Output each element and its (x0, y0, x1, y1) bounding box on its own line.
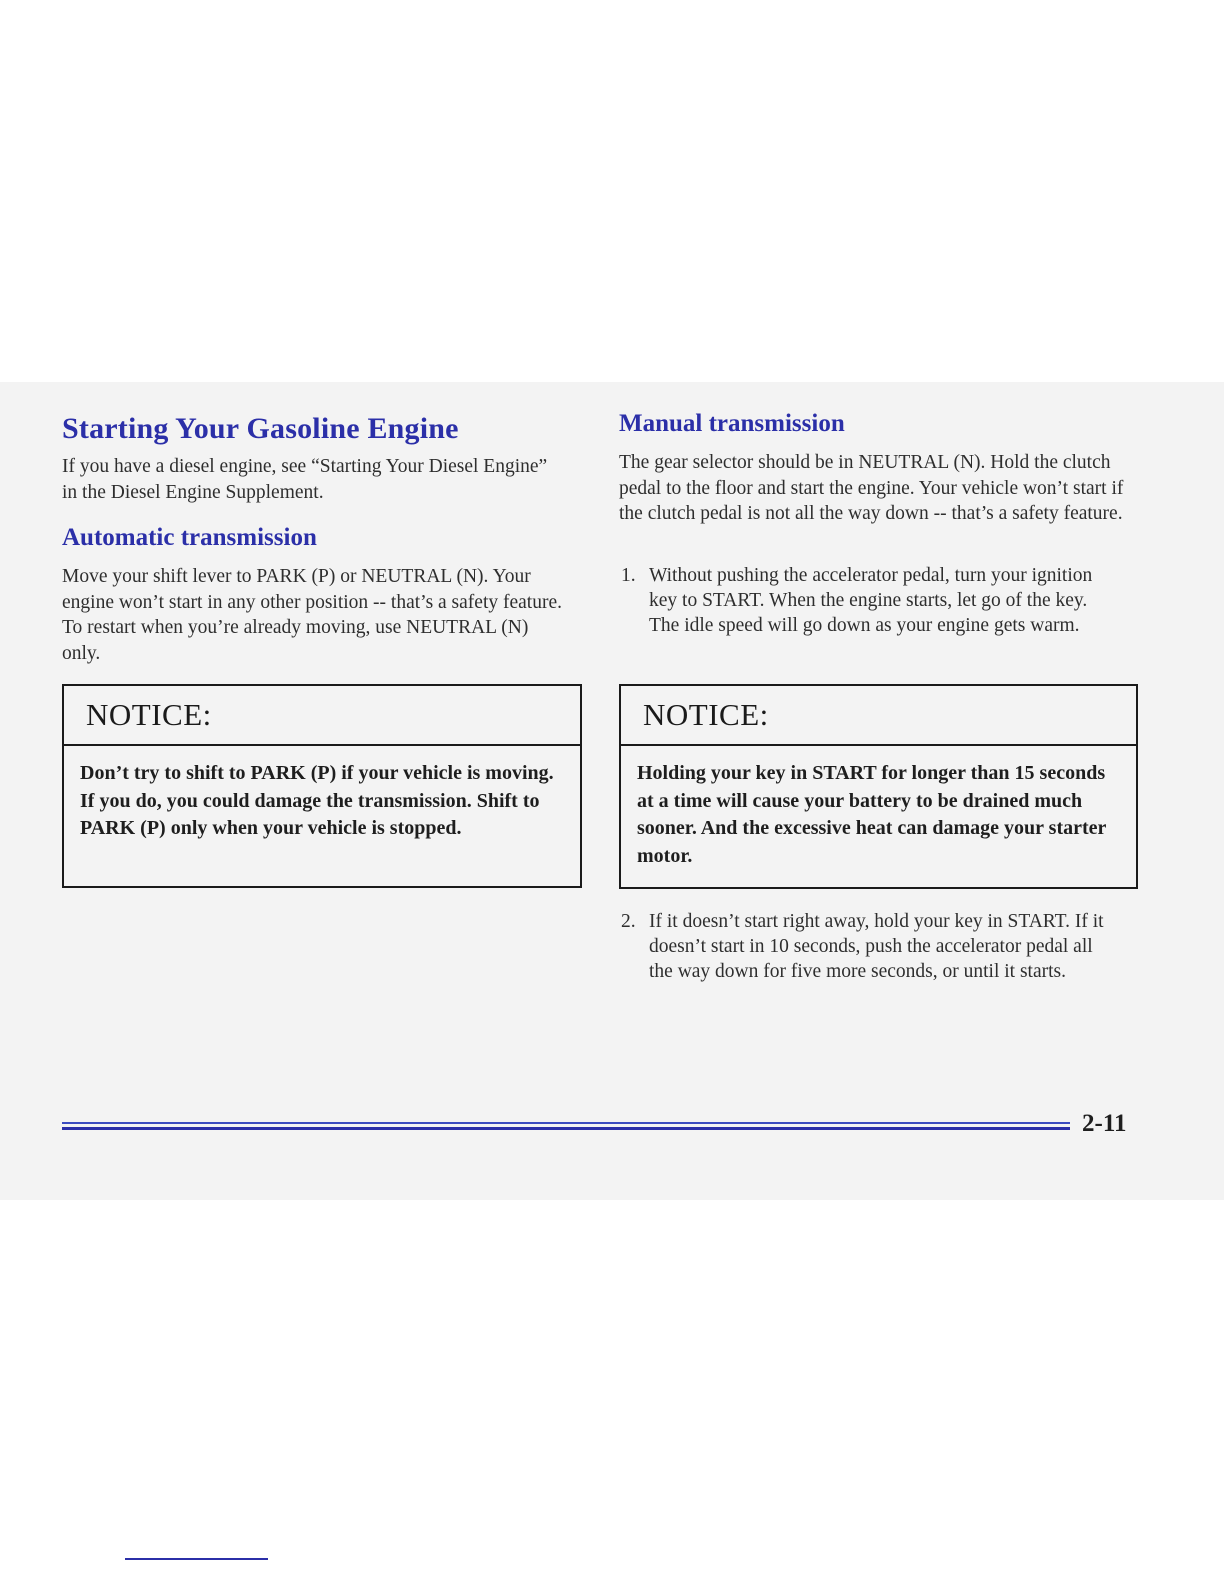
notice-box-battery (619, 684, 1138, 889)
step-number: 2. (621, 911, 636, 932)
steps-list-second (621, 909, 1111, 984)
steps-list-first (621, 563, 1111, 638)
notice-body: Holding your key in START for longer than 15 seconds at a time will cause your battery to be drained much sooner. And the excessive heat can damage your starter motor. (637, 762, 1107, 867)
automatic-transmission-text: Move your shift lever to PARK (P) or NEUTRAL (N). Your engine won’t start in any other position -- that’s a safety feature. To restart when you’re already moving, use NEUTRAL (N) only. (62, 566, 562, 664)
notice-header (621, 686, 1136, 746)
manual-transmission-heading: Manual transmission (619, 410, 845, 437)
page-title: Starting Your Gasoline Engine (62, 412, 459, 445)
notice-body: Don’t try to shift to PARK (P) if your vehicle is moving. If you do, you could damage the transmission. Shift to PARK (P) only when your vehicle is stopped. (80, 762, 554, 839)
page-number: 2-11 (1082, 1110, 1127, 1137)
notice-box-park (62, 684, 582, 888)
bottom-divider (125, 1558, 268, 1560)
notice-title: NOTICE: (643, 697, 769, 732)
footer-rule (62, 1122, 1070, 1132)
diesel-intro-text: If you have a diesel engine, see “Starting Your Diesel Engine” in the Diesel Engine Supplement. (62, 456, 548, 503)
list-item (621, 563, 1111, 638)
step-text: Without pushing the accelerator pedal, turn your ignition key to START. When the engine starts, let go of the key. The idle speed will go down as your engine gets warm. (649, 565, 1093, 636)
notice-title: NOTICE: (86, 697, 212, 732)
step-number: 1. (621, 565, 636, 586)
notice-header (64, 686, 580, 746)
manual-transmission-text: The gear selector should be in NEUTRAL (N). Hold the clutch pedal to the floor and start the engine. Your vehicle won’t start if the clutch pedal is not all the way down -- that’s a safety feature. (619, 452, 1124, 524)
list-item (621, 909, 1111, 984)
automatic-transmission-heading: Automatic transmission (62, 524, 317, 551)
step-text: If it doesn’t start right away, hold your key in START. If it doesn’t start in 10 seconds, push the accelerator pedal all the way down for five more seconds, or until it starts. (649, 911, 1104, 982)
